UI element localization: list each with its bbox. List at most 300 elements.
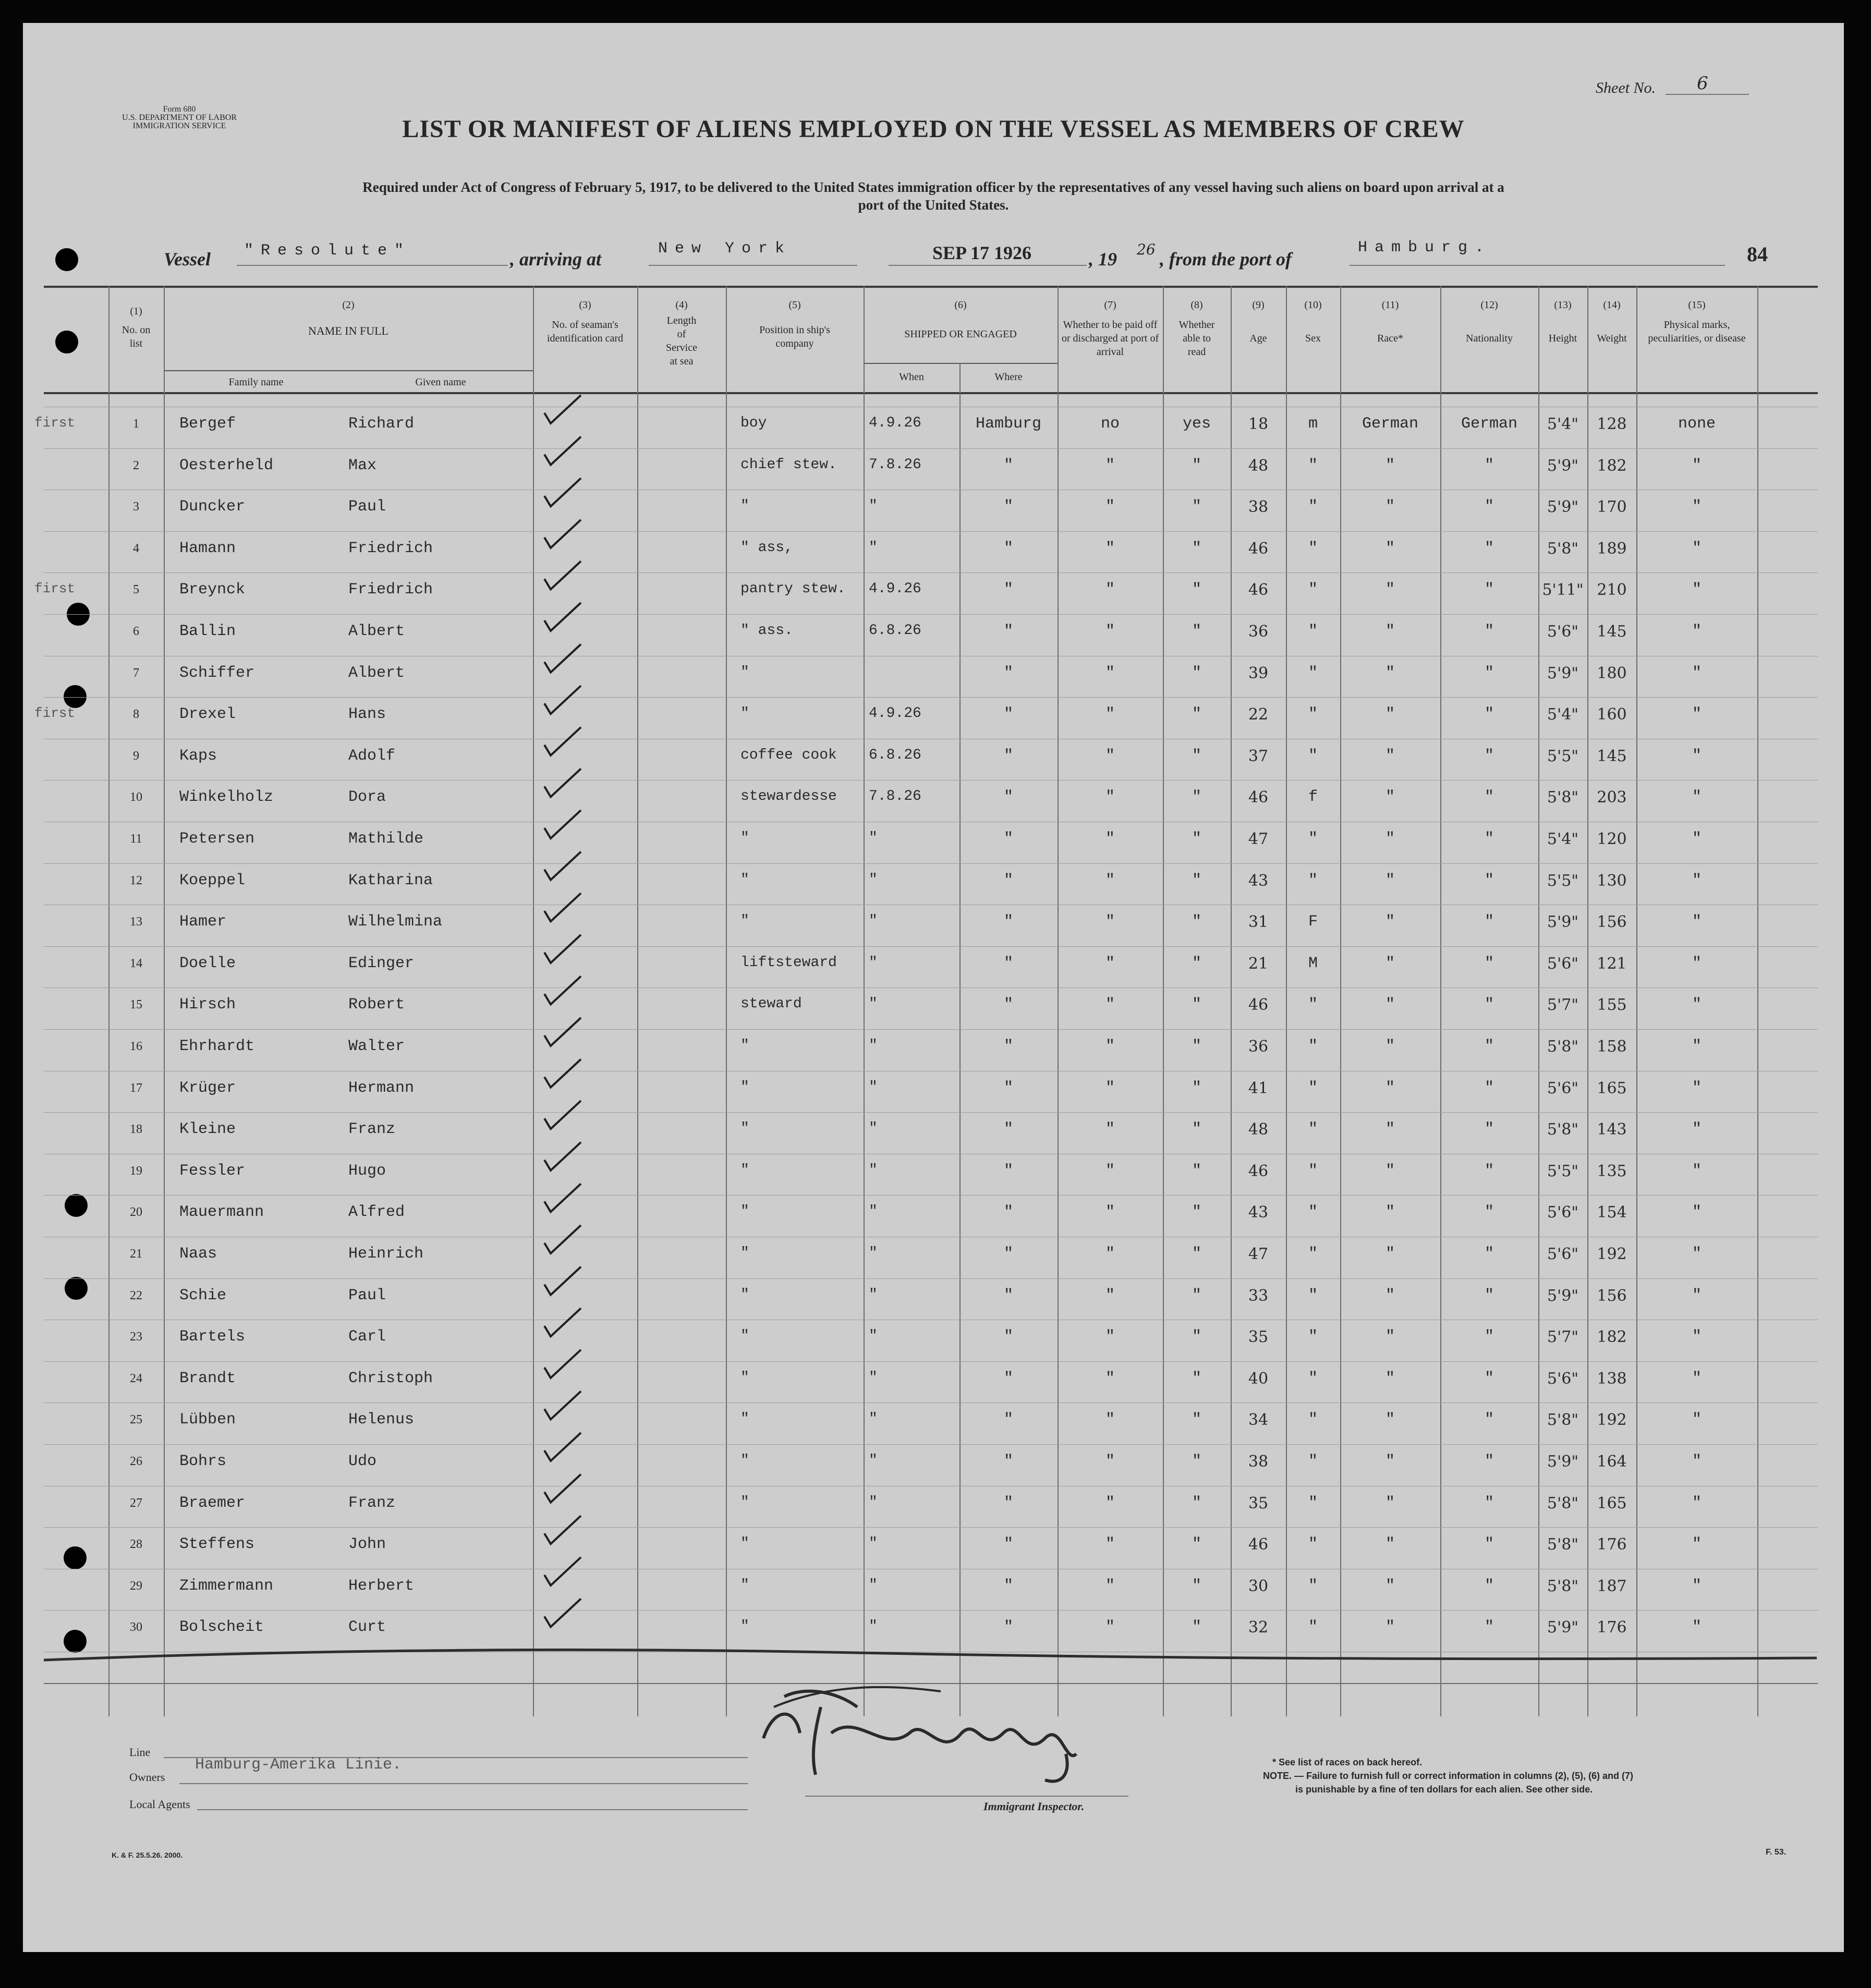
col3-number: (3) (579, 299, 591, 311)
cell-position: " (740, 830, 749, 846)
cell-where: " (1003, 705, 1013, 723)
cell-family: Bohrs (179, 1453, 227, 1470)
cell-age: 47 (1248, 1245, 1269, 1263)
cell-weight: 160 (1597, 705, 1627, 724)
cell-no: 19 (130, 1164, 142, 1178)
cell-nat: " (1484, 457, 1494, 474)
cell-position: " (740, 664, 749, 680)
cell-read: " (1192, 1162, 1201, 1180)
cell-paid: " (1105, 1453, 1115, 1470)
cell-family: Duncker (179, 498, 246, 516)
check-mark-icon (544, 1225, 581, 1253)
cell-no: 14 (130, 957, 142, 970)
bottom-border (23, 1639, 1844, 1670)
cell-family: Schiffer (179, 664, 255, 682)
cell-position: " ass, (740, 540, 793, 556)
cell-read: " (1192, 664, 1201, 682)
cell-weight: 121 (1597, 955, 1627, 973)
cell-read: " (1192, 747, 1201, 765)
cell-paid: " (1105, 1494, 1115, 1512)
cell-when: 7.8.26 (869, 788, 921, 804)
cell-marks: " (1692, 955, 1702, 972)
header-subdivider-name (164, 370, 533, 371)
column-line (637, 286, 638, 1716)
cell-position: " (740, 1162, 749, 1178)
cell-paid: " (1105, 664, 1115, 682)
punch-hole (55, 331, 78, 353)
cell-nat: " (1484, 1411, 1494, 1429)
cell-when: " (869, 1411, 878, 1427)
col7-number: (7) (1104, 299, 1116, 311)
vessel-label: Vessel (164, 249, 211, 270)
cell-sex: " (1308, 1328, 1318, 1346)
from-port: Hamburg. (1358, 239, 1492, 257)
cell-no: 2 (133, 459, 139, 472)
check-mark-icon (544, 1308, 581, 1336)
cell-family: Steffens (179, 1535, 255, 1553)
cell-sex: " (1308, 498, 1318, 516)
cell-position: " (740, 1535, 749, 1552)
cell-race: " (1385, 1245, 1395, 1263)
punch-hole (55, 248, 78, 271)
cell-position: " (740, 1453, 749, 1469)
cell-family: Doelle (179, 955, 236, 972)
cell-nat: " (1484, 1453, 1494, 1470)
cell-given: Friedrich (348, 540, 433, 557)
cell-no: 18 (130, 1123, 142, 1136)
line-label: Line (129, 1746, 151, 1759)
row-separator (44, 1195, 1818, 1196)
cell-when: " (869, 540, 878, 556)
cell-nat: " (1484, 1038, 1494, 1055)
cell-age: 34 (1248, 1411, 1269, 1429)
cell-no: 11 (130, 832, 142, 846)
cell-no: 24 (130, 1372, 142, 1385)
row-separator (44, 448, 1818, 449)
cell-height: 5'8" (1547, 1411, 1579, 1429)
cell-height: 5'6" (1547, 1203, 1579, 1222)
cell-family: Braemer (179, 1494, 246, 1512)
cell-nat: " (1484, 705, 1494, 723)
cell-given: Richard (348, 415, 415, 433)
cell-age: 35 (1248, 1328, 1269, 1346)
row-separator (44, 1278, 1818, 1279)
cell-when: " (869, 1162, 878, 1178)
cell-weight: 155 (1597, 996, 1627, 1014)
cell-height: 5'9" (1547, 913, 1579, 931)
cell-read: " (1192, 1120, 1201, 1138)
cell-read: " (1192, 955, 1201, 972)
cell-marks: " (1692, 540, 1702, 557)
cell-height: 5'8" (1547, 540, 1579, 558)
cell-where: " (1003, 1494, 1013, 1512)
row-separator (44, 531, 1818, 532)
cell-weight: 180 (1597, 664, 1627, 682)
cell-given: Christoph (348, 1370, 433, 1387)
cell-given: Dora (348, 788, 386, 806)
cell-where: " (1003, 1411, 1013, 1429)
cell-marks: " (1692, 581, 1702, 599)
cell-given: John (348, 1535, 386, 1553)
cell-paid: " (1105, 1162, 1115, 1180)
check-mark-icon (544, 727, 581, 755)
cell-given: Curt (348, 1618, 386, 1636)
cell-read: " (1192, 540, 1201, 557)
cell-height: 5'9" (1547, 1453, 1579, 1471)
agents-underline (197, 1809, 748, 1810)
cell-position: " (740, 1370, 749, 1386)
inspector-underline (805, 1796, 1128, 1797)
cell-paid: " (1105, 1577, 1115, 1595)
cell-height: 5'8" (1547, 1535, 1579, 1554)
cell-race: " (1385, 457, 1395, 474)
cell-read: " (1192, 1079, 1201, 1097)
cell-age: 32 (1248, 1618, 1269, 1637)
cell-read: " (1192, 788, 1201, 806)
cell-weight: 192 (1597, 1411, 1627, 1429)
cell-sex: " (1308, 1287, 1318, 1304)
punch-hole (64, 685, 87, 708)
cell-nat: " (1484, 1328, 1494, 1346)
cell-weight: 165 (1597, 1079, 1627, 1097)
cell-weight: 182 (1597, 457, 1627, 475)
cell-where: " (1003, 1038, 1013, 1055)
col15-number: (15) (1688, 299, 1706, 311)
cell-age: 38 (1248, 498, 1269, 516)
cell-sex: " (1308, 1494, 1318, 1512)
check-mark-icon (544, 1474, 581, 1503)
cell-family: Hamer (179, 913, 227, 931)
races-note: * See list of races on back hereof. (1272, 1757, 1423, 1767)
cell-paid: " (1105, 1411, 1115, 1429)
cell-read: " (1192, 1328, 1201, 1346)
cell-given: Paul (348, 1287, 386, 1304)
header-bottom-border (44, 392, 1818, 394)
cell-read: " (1192, 1203, 1201, 1221)
cell-paid: " (1105, 996, 1115, 1014)
cell-family: Naas (179, 1245, 217, 1263)
cell-sex: " (1308, 1079, 1318, 1097)
cell-age: 22 (1248, 705, 1269, 724)
cell-paid: " (1105, 747, 1115, 765)
col5-number: (5) (788, 299, 801, 311)
form-code: F. 53. (1766, 1848, 1787, 1857)
cell-position: boy (740, 415, 767, 431)
cell-race: " (1385, 872, 1395, 889)
cell-paid: " (1105, 1079, 1115, 1097)
col7-title: Whether to be paid off or discharged at port of arrival (1061, 319, 1159, 358)
cell-where: " (1003, 1287, 1013, 1304)
cell-given: Max (348, 457, 377, 474)
cell-weight: 120 (1597, 830, 1627, 848)
cell-sex: " (1308, 623, 1318, 640)
punch-hole (65, 1194, 88, 1217)
col4-header (637, 298, 726, 368)
cell-where: " (1003, 623, 1013, 640)
cell-nat: " (1484, 1618, 1494, 1636)
cell-sex: " (1308, 830, 1318, 848)
cell-sex: " (1308, 540, 1318, 557)
cell-weight: 156 (1597, 1287, 1627, 1305)
check-mark-icon (544, 1433, 581, 1461)
cell-age: 37 (1248, 747, 1269, 765)
cell-marks: " (1692, 457, 1702, 474)
col2b-header: Given name (415, 376, 466, 388)
cell-where: " (1003, 913, 1013, 931)
check-mark-icon (544, 603, 581, 631)
col4-title: Length of Service at sea (666, 315, 697, 367)
cell-given: Albert (348, 664, 405, 682)
col2-header (164, 298, 533, 338)
cell-read: " (1192, 1411, 1201, 1429)
cell-position: " ass. (740, 623, 793, 639)
cell-given: Wilhelmina (348, 913, 443, 931)
cell-height: 5'4" (1547, 705, 1579, 724)
row-separator (44, 1527, 1818, 1528)
cell-marks: " (1692, 1287, 1702, 1304)
cell-height: 5'4" (1547, 415, 1579, 433)
cell-paid: " (1105, 581, 1115, 599)
cell-paid: " (1105, 1328, 1115, 1346)
cell-when: " (869, 1120, 878, 1137)
cell-paid: no (1100, 415, 1120, 433)
cell-no: 5 (133, 583, 139, 596)
cell-age: 39 (1248, 664, 1269, 682)
col2a-header: Family name (228, 376, 284, 388)
cell-family: Fessler (179, 1162, 246, 1180)
cell-height: 5'9" (1547, 498, 1579, 516)
cell-given: Edinger (348, 955, 415, 972)
cell-sex: " (1308, 1411, 1318, 1429)
cell-paid: " (1105, 830, 1115, 848)
cell-family: Kleine (179, 1120, 236, 1138)
col7-header (1058, 298, 1163, 359)
cell-position: " (740, 1120, 749, 1137)
cell-no: 9 (133, 749, 139, 763)
cell-where: " (1003, 1618, 1013, 1636)
cell-no: 30 (130, 1620, 142, 1634)
cell-position: steward (740, 996, 802, 1012)
cell-when: " (869, 1328, 878, 1344)
cell-paid: " (1105, 955, 1115, 972)
check-mark-icon (544, 644, 581, 673)
cell-family: Ballin (179, 623, 236, 640)
cell-sex: " (1308, 1535, 1318, 1553)
cell-sex: m (1308, 415, 1318, 433)
cell-race: " (1385, 664, 1395, 682)
cell-marks: " (1692, 1535, 1702, 1553)
cell-paid: " (1105, 1370, 1115, 1387)
cell-given: Franz (348, 1494, 396, 1512)
cell-race: German (1362, 415, 1419, 433)
cell-age: 48 (1248, 457, 1269, 475)
cell-no: 8 (133, 708, 139, 721)
row-separator (44, 1112, 1818, 1113)
cell-race: " (1385, 830, 1395, 848)
cell-position: " (740, 1079, 749, 1095)
cell-given: Herbert (348, 1577, 415, 1595)
cell-marks: " (1692, 1120, 1702, 1138)
col8-header (1163, 298, 1231, 359)
check-mark-icon (544, 1516, 581, 1544)
check-mark-icon (544, 1018, 581, 1046)
cell-no: 7 (133, 666, 139, 680)
cell-paid: " (1105, 1120, 1115, 1138)
cell-nat: German (1461, 415, 1518, 433)
col15-header (1636, 298, 1757, 345)
check-mark-icon (544, 1184, 581, 1212)
cell-position: " (740, 1494, 749, 1510)
cell-age: 46 (1248, 788, 1269, 807)
cell-height: 5'6" (1547, 1245, 1579, 1263)
arriving-label: , arriving at (510, 249, 602, 270)
col1-title: No. on list (122, 324, 151, 349)
cell-height: 5'6" (1547, 1370, 1579, 1388)
cell-weight: 154 (1597, 1203, 1627, 1222)
cell-race: " (1385, 1120, 1395, 1138)
cell-when: 4.9.26 (869, 581, 921, 597)
cell-marks: " (1692, 705, 1702, 723)
col6-number: (6) (954, 299, 967, 311)
cell-position: chief stew. (740, 457, 837, 473)
col6a-header: When (899, 371, 924, 383)
cell-weight: 182 (1597, 1328, 1627, 1346)
col12-number: (12) (1480, 299, 1498, 311)
cell-family: Koeppel (179, 872, 246, 889)
col8-number: (8) (1190, 299, 1203, 311)
cell-where: " (1003, 664, 1013, 682)
cell-position: " (740, 1328, 749, 1344)
cell-nat: " (1484, 872, 1494, 889)
fine-note-2: is punishable by a fine of ten dollars for each alien. See other side. (1295, 1784, 1593, 1795)
cell-no: 12 (130, 874, 142, 887)
col13-title: Height (1548, 333, 1577, 344)
cell-height: 5'8" (1547, 1120, 1579, 1139)
cell-when: " (869, 1079, 878, 1095)
cell-height: 5'8" (1547, 1577, 1579, 1595)
cell-weight: 156 (1597, 913, 1627, 931)
cell-no: 16 (130, 1040, 142, 1053)
cell-height: 5'9" (1547, 1287, 1579, 1305)
cell-marks: " (1692, 1370, 1702, 1387)
col12-title: Nationality (1466, 333, 1513, 344)
cell-nat: " (1484, 498, 1494, 516)
cell-given: Alfred (348, 1203, 405, 1221)
col12-header (1440, 298, 1538, 345)
check-mark-icon (544, 1599, 581, 1627)
cell-marks: none (1678, 415, 1716, 433)
cell-family: Krüger (179, 1079, 236, 1097)
vessel-name: "Resolute" (244, 242, 411, 260)
cell-age: 46 (1248, 581, 1269, 599)
cell-where: " (1003, 1370, 1013, 1387)
cell-age: 41 (1248, 1079, 1269, 1097)
row-separator (44, 1361, 1818, 1362)
cell-read: " (1192, 1618, 1201, 1636)
cell-height: 5'9" (1547, 1618, 1579, 1637)
header-subdivider (864, 363, 1058, 364)
cell-race: " (1385, 1328, 1395, 1346)
cell-weight: 165 (1597, 1494, 1627, 1513)
cell-position: liftsteward (740, 955, 837, 971)
cell-sex: " (1308, 457, 1318, 474)
cell-marks: " (1692, 1328, 1702, 1346)
cell-when: " (869, 913, 878, 929)
cell-marks: " (1692, 788, 1702, 806)
margin-note: first (34, 415, 76, 431)
cell-height: 5'8" (1547, 1038, 1579, 1056)
check-mark-icon (544, 437, 581, 465)
cell-marks: " (1692, 1411, 1702, 1429)
col11-title: Race* (1377, 333, 1403, 344)
cell-given: Heinrich (348, 1245, 424, 1263)
cell-weight: 128 (1597, 415, 1627, 433)
col13-header (1538, 298, 1587, 345)
cell-race: " (1385, 1038, 1395, 1055)
cell-where: " (1003, 1120, 1013, 1138)
check-mark-icon (544, 1059, 581, 1088)
cell-where: " (1003, 1453, 1013, 1470)
cell-position: " (740, 1245, 749, 1261)
cell-height: 5'5" (1547, 1162, 1579, 1180)
cell-marks: " (1692, 498, 1702, 516)
cell-where: " (1003, 830, 1013, 848)
cell-sex: " (1308, 872, 1318, 889)
cell-race: " (1385, 913, 1395, 931)
cell-given: Katharina (348, 872, 433, 889)
cell-given: Hermann (348, 1079, 415, 1097)
cell-given: Mathilde (348, 830, 424, 848)
cell-no: 20 (130, 1205, 142, 1219)
cell-given: Hugo (348, 1162, 386, 1180)
cell-family: Schie (179, 1287, 227, 1304)
cell-nat: " (1484, 1494, 1494, 1512)
cell-marks: " (1692, 1453, 1702, 1470)
cell-no: 6 (133, 625, 139, 638)
cell-sex: " (1308, 1618, 1318, 1636)
cell-where: " (1003, 1535, 1013, 1553)
cell-family: Breynck (179, 581, 246, 599)
cell-height: 5'7" (1547, 1328, 1579, 1346)
cell-nat: " (1484, 788, 1494, 806)
cell-paid: " (1105, 1535, 1115, 1553)
check-mark-icon (544, 852, 581, 880)
col6b-header: Where (994, 371, 1023, 383)
cell-nat: " (1484, 1577, 1494, 1595)
cell-sex: " (1308, 705, 1318, 723)
page-subtitle-2: port of the United States. (858, 197, 1009, 213)
cell-age: 31 (1248, 913, 1269, 931)
cell-when: 4.9.26 (869, 705, 921, 722)
margin-note: first (34, 581, 76, 596)
cell-when: 6.8.26 (869, 747, 921, 763)
cell-race: " (1385, 705, 1395, 723)
cell-paid: " (1105, 1038, 1115, 1055)
cell-marks: " (1692, 1079, 1702, 1097)
cell-weight: 143 (1597, 1120, 1627, 1139)
cell-when: 4.9.26 (869, 415, 921, 431)
cell-position: " (740, 872, 749, 888)
cell-family: Hirsch (179, 996, 236, 1014)
cell-nat: " (1484, 747, 1494, 765)
cell-race: " (1385, 1287, 1395, 1304)
row-separator (44, 946, 1818, 947)
cell-sex: " (1308, 1577, 1318, 1595)
cell-nat: " (1484, 1162, 1494, 1180)
cell-position: " (740, 705, 749, 722)
cell-race: " (1385, 1535, 1395, 1553)
col1-number: (1) (130, 306, 142, 317)
